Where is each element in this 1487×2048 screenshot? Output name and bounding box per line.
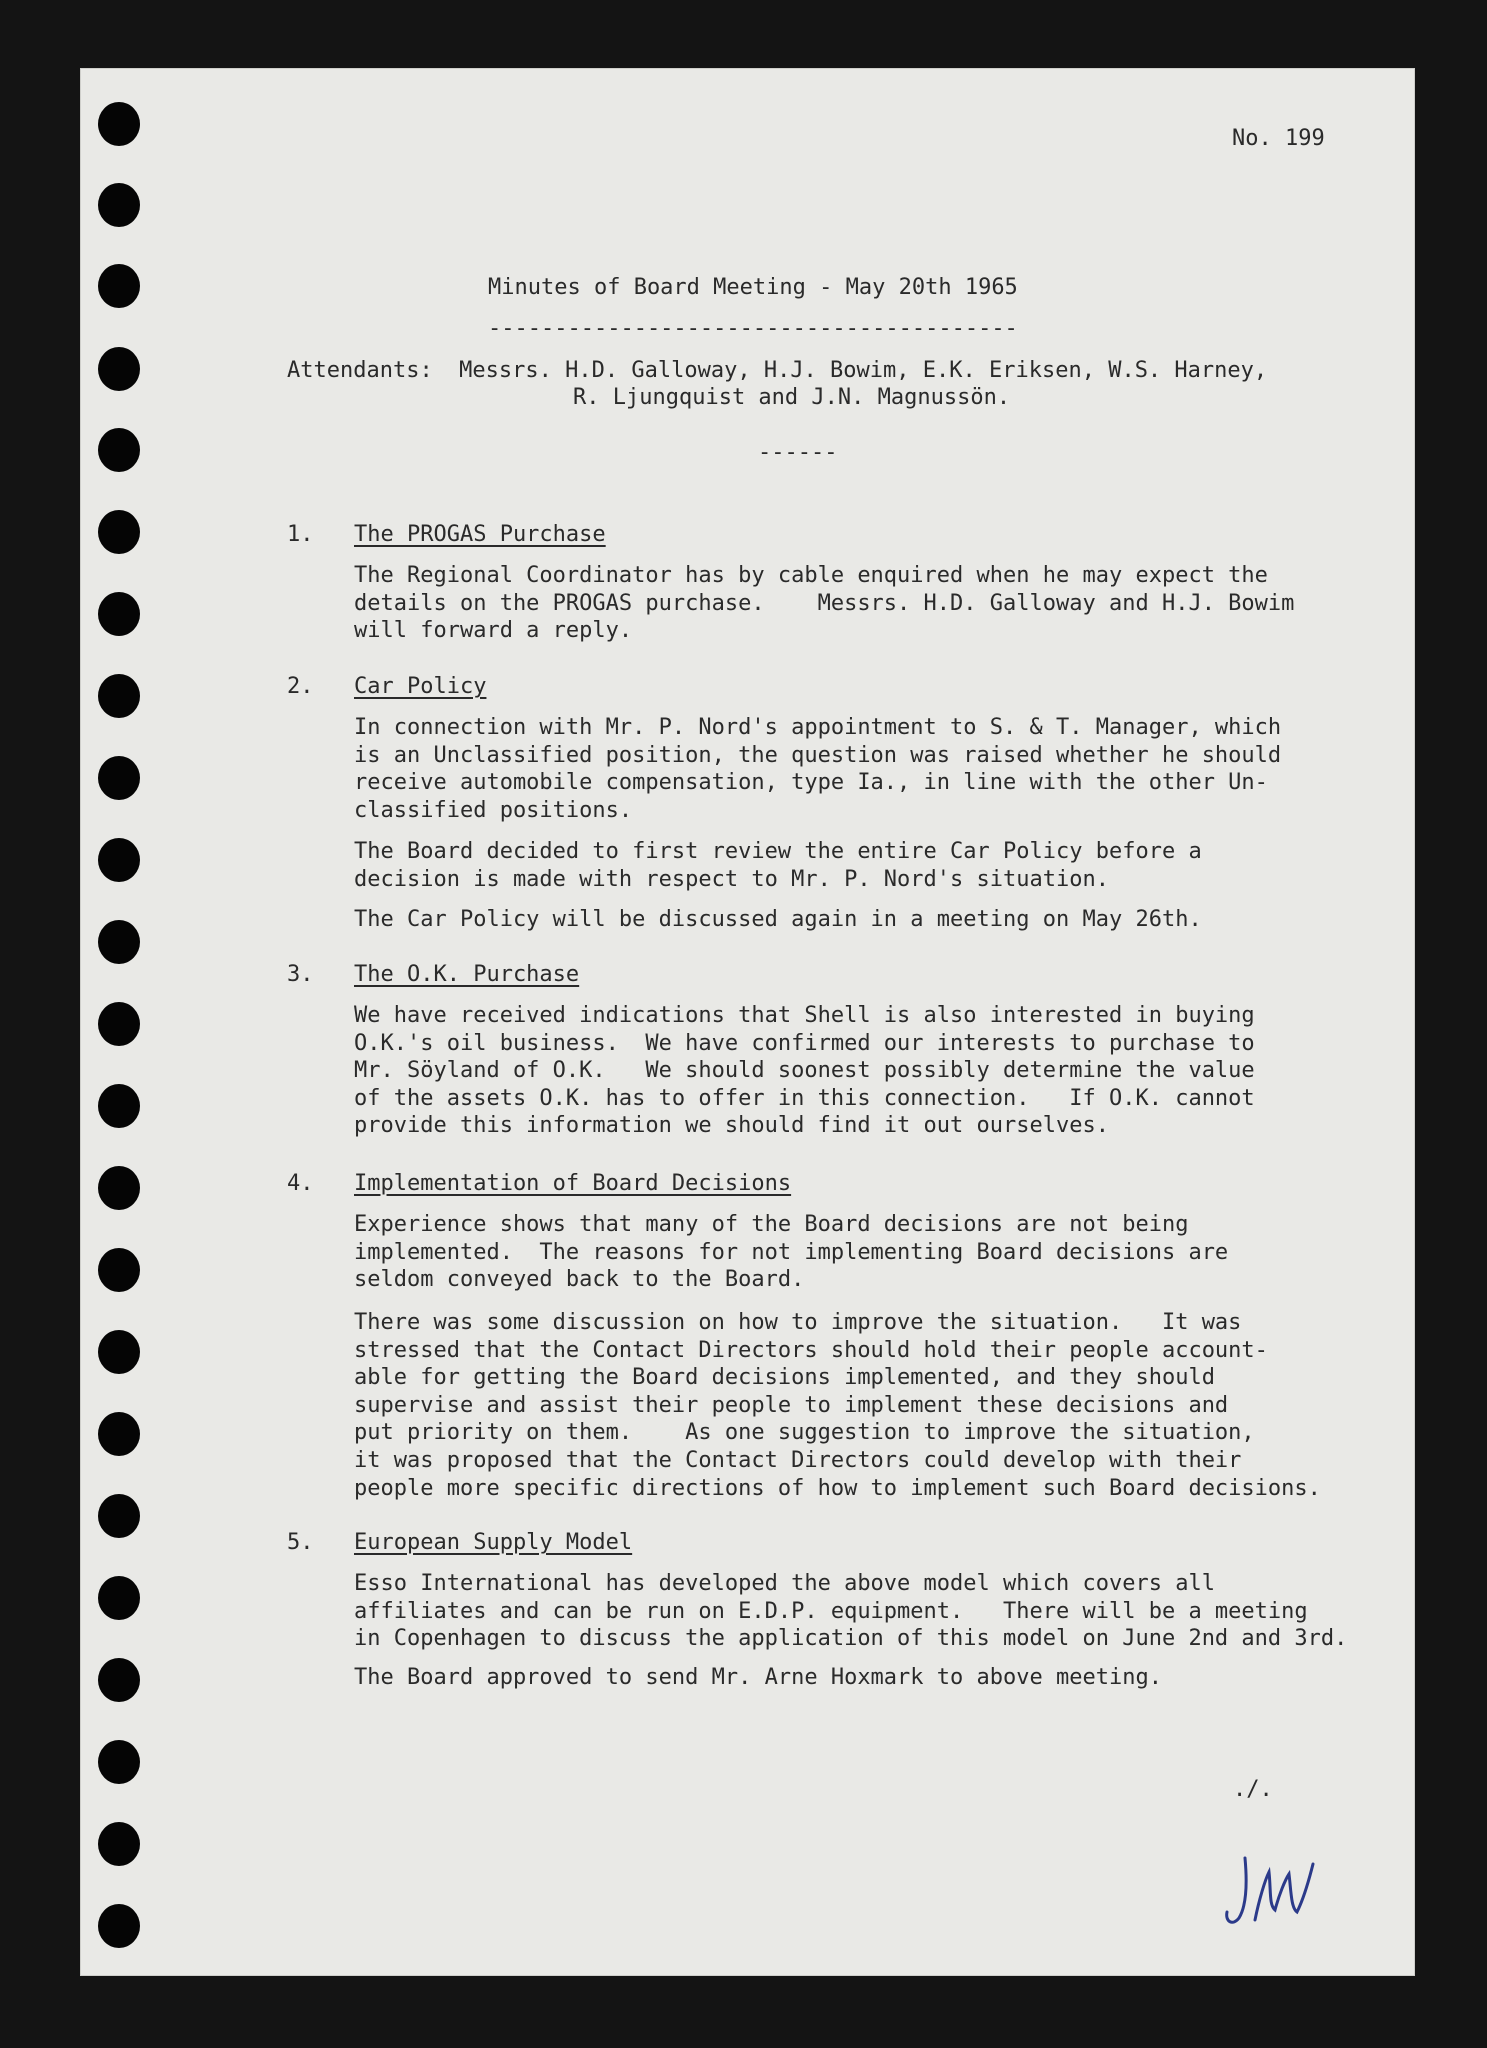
page-title: Minutes of Board Meeting - May 20th 1965 — [488, 275, 1018, 300]
item-paragraph: The Car Policy will be discussed again in a meeting on May 26th. — [354, 907, 1202, 932]
item-heading: Implementation of Board Decisions — [354, 1171, 792, 1196]
binder-hole — [98, 1248, 140, 1292]
signature-initials — [1225, 1850, 1335, 1930]
binder-holes — [80, 68, 160, 1976]
binder-hole — [98, 1494, 140, 1538]
binder-hole — [98, 264, 140, 308]
binder-hole — [98, 838, 140, 882]
binder-hole — [98, 1740, 140, 1784]
title-underline: ---------------------------------------- — [488, 316, 1018, 341]
item-number: 2. — [287, 674, 314, 699]
binder-hole — [98, 920, 140, 964]
item-heading: European Supply Model — [354, 1530, 633, 1555]
item-paragraph: The Regional Coordinator has by cable enquired when he may expect the details on the PROGAS purchase. Messrs. H.D. Galloway and H.J. Bowim will forward a reply. — [354, 563, 1295, 644]
item-paragraph: In connection with Mr. P. Nord's appointment to S. & T. Manager, which is an Unclassified position, the question was raised whether he should receive automobile compensation, type Ia., in line with the other Un- classified positions. — [354, 715, 1282, 823]
binder-hole — [98, 1084, 140, 1128]
item-paragraph: We have received indications that Shell is also interested in buying O.K.'s oil business. We have confirmed our interests to purchase to Mr. Söyland of O.K. We should soonest possibly determine the value of the assets O.K. has to offer in this connection. If O.K. cannot provide this information we should find it out ourselves. — [354, 1003, 1255, 1139]
binder-hole — [98, 510, 140, 554]
binder-hole — [98, 1658, 140, 1702]
item-number: 3. — [287, 962, 314, 987]
separator: ------ — [758, 440, 838, 465]
item-heading: Car Policy — [354, 674, 487, 699]
binder-hole — [98, 1166, 140, 1210]
attendants-line-1: Attendants: Messrs. H.D. Galloway, H.J. Bowim, E.K. Eriksen, W.S. Harney, — [287, 358, 1268, 383]
binder-hole — [98, 674, 140, 718]
item-paragraph: The Board approved to send Mr. Arne Hoxmark to above meeting. — [354, 1665, 1162, 1690]
continuation-mark: ./. — [1233, 1777, 1273, 1802]
item-paragraph: Experience shows that many of the Board decisions are not being implemented. The reasons for not implementing Board decisions are seldom conveyed back to the Board. — [354, 1212, 1229, 1293]
binder-hole — [98, 428, 140, 472]
attendants-line-2: R. Ljungquist and J.N. Magnussön. — [573, 385, 1011, 410]
item-number: 5. — [287, 1530, 314, 1555]
document-number: No. 199 — [1232, 126, 1325, 151]
binder-hole — [98, 1904, 140, 1948]
item-paragraph: There was some discussion on how to improve the situation. It was stressed that the Contact Directors should hold their people account- able for getting the Board decisions implemented, and they should supervise and assist their people to implement these decisions and put priority on them. As one suggestion to improve the situation, it was proposed that the Contact Directors could develop with their people more specific directions of how to implement such Board decisions. — [354, 1310, 1321, 1501]
binder-hole — [98, 1330, 140, 1374]
item-number: 1. — [287, 522, 314, 547]
binder-hole — [98, 1822, 140, 1866]
binder-hole — [98, 1412, 140, 1456]
item-paragraph: Esso International has developed the above model which covers all affiliates and can be run on E.D.P. equipment. There will be a meeting in Copenhagen to discuss the application of this model on June 2nd and 3rd. — [354, 1571, 1348, 1652]
item-heading: The PROGAS Purchase — [354, 522, 606, 547]
binder-hole — [98, 592, 140, 636]
binder-hole — [98, 347, 140, 391]
binder-hole — [98, 1002, 140, 1046]
item-number: 4. — [287, 1171, 314, 1196]
binder-hole — [98, 102, 140, 146]
item-paragraph: The Board decided to first review the entire Car Policy before a decision is made with respect to Mr. P. Nord's situation. — [354, 839, 1202, 892]
binder-hole — [98, 183, 140, 227]
item-heading: The O.K. Purchase — [354, 962, 580, 987]
binder-hole — [98, 1576, 140, 1620]
binder-hole — [98, 756, 140, 800]
